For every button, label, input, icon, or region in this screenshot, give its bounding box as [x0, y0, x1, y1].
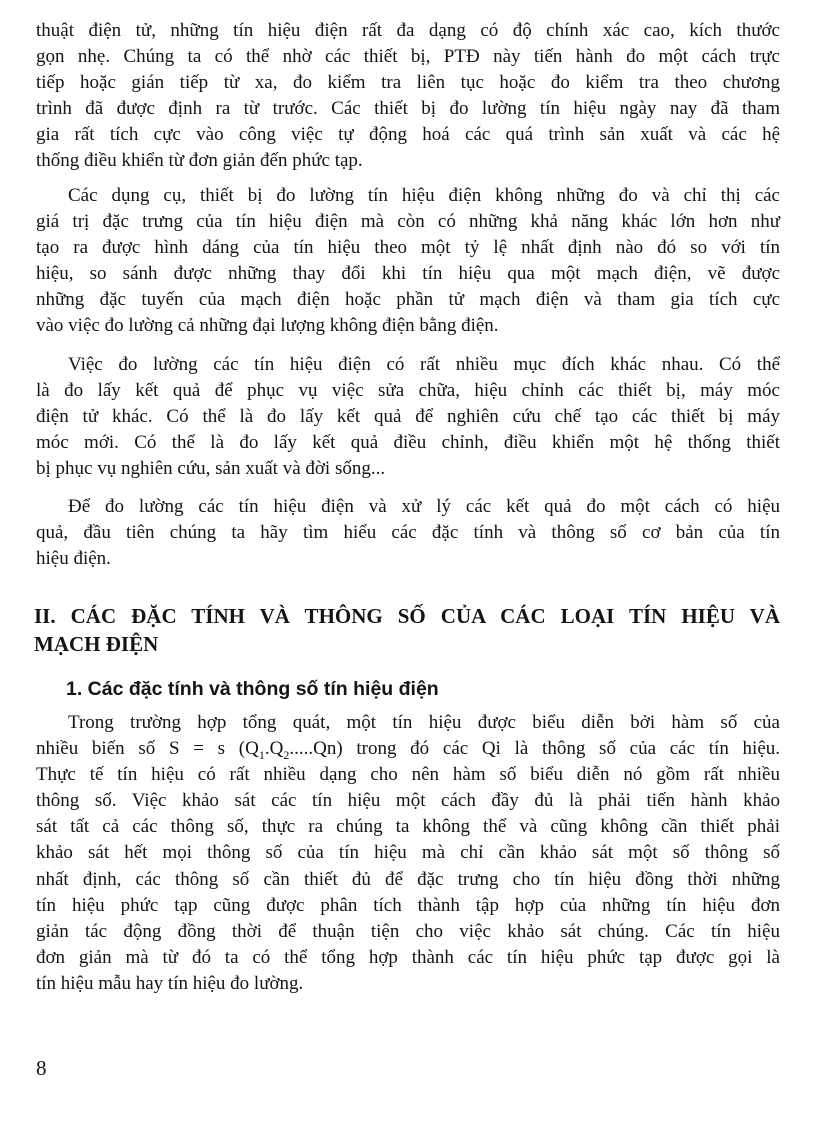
text-line: khảo sát hết mọi thông số của tín hiệu mà chỉ cần khảo sát một số thông số — [36, 842, 780, 864]
text-line: thuật điện tử, những tín hiệu điện rất đa dạng có độ chính xác cao, kích thước — [36, 20, 780, 41]
text-line: gia rất tích cực vào công việc tự động hoá các quá trình sản xuất và các hệ — [36, 124, 780, 146]
paragraph-measurement-purposes — [36, 352, 780, 482]
text-line: hiệu, so sánh được những thay đổi khi tín hiệu qua một mạch điện, vẽ được — [36, 263, 780, 285]
text-line: quả, đầu tiên chúng ta hãy tìm hiểu các đặc tính và thông số cơ bản của tín — [36, 522, 780, 544]
section-heading-line: MẠCH ĐIỆN — [34, 632, 159, 656]
text-line: Các dụng cụ, thiết bị đo lường tín hiệu điện không những đo và chỉ thị các — [68, 185, 780, 206]
paragraph-introduction-to-section — [36, 494, 780, 572]
text-line: đơn giản mà từ đó ta có thể tổng hợp thành các tín hiệu phức tạp được gọi là — [36, 946, 780, 968]
subscript: 2 — [283, 747, 290, 762]
text-line: vào việc đo lường cả những đại lượng không điện bằng điện. — [36, 315, 499, 337]
text-line: nhất định, các thông số cần thiết đủ để đặc trưng cho tín hiệu đồng thời những — [36, 868, 780, 890]
text-line: giá trị đặc trưng của tín hiệu điện mà còn có những khả năng khác lớn hơn như — [36, 211, 780, 233]
text-line: Trong trường hợp tổng quát, một tín hiệu được biểu diễn bởi hàm số của — [68, 712, 780, 733]
text-line: thống điều khiển từ đơn giản đến phức tạp. — [36, 150, 363, 172]
formula-text: .....Qn) trong đó các Qi là thông số của các tín hiệu. — [289, 738, 781, 760]
text-line: gọn nhẹ. Chúng ta có thể nhờ các thiết bị, PTĐ này tiến hành đo một cách trực — [36, 46, 780, 68]
subscript: 1 — [258, 747, 265, 762]
formula-text: nhiều biến số S = s (Q — [36, 738, 259, 760]
text-line: Việc đo lường các tín hiệu điện có rất nhiều mục đích khác nhau. Có thể — [68, 354, 780, 375]
text-line: móc mới. Có thể là đo lấy kết quả điều chỉnh, điều khiển một hệ thống thiết — [36, 432, 780, 454]
text-line: điện tử khác. Có thể là đo lấy kết quả để nghiên cứu chế tạo các thiết bị máy — [36, 406, 780, 428]
text-line: tạo ra được hình dáng của tín hiệu theo một tỷ lệ nhất định nào đó so với tín — [36, 237, 780, 259]
page-number: 8 — [36, 1056, 47, 1080]
text-line: trình đã được định ra từ trước. Các thiết bị đo lường tín hiệu ngày nay đã tham — [36, 98, 780, 120]
text-line: hiệu điện. — [36, 548, 111, 570]
text-line: thông số. Việc khảo sát các tín hiệu một cách đầy đủ là phải tiến hành khảo — [36, 790, 780, 812]
section-heading — [34, 602, 780, 658]
formula-text: .Q — [264, 738, 284, 760]
subsection-heading: 1. Các đặc tính và thông số tín hiệu điện — [66, 678, 439, 700]
text-line-with-formula — [36, 736, 780, 762]
text-line: giản tác động đồng thời để thuận tiện cho việc khảo sát chúng. Các tín hiệu — [36, 920, 780, 942]
paragraph-signal-parameters — [36, 710, 780, 997]
text-line: những đặc tuyến của mạch điện hoặc phần tử mạch điện và tham gia tích cực — [36, 289, 780, 311]
text-line: Thực tế tín hiệu có rất nhiều dạng cho nên hàm số biểu diễn nó gồm rất nhiều — [36, 764, 780, 786]
text-line: tín hiệu mẫu hay tín hiệu đo lường. — [36, 972, 304, 994]
text-line: bị phục vụ nghiên cứu, sản xuất và đời sống... — [36, 458, 386, 480]
paragraph-measuring-instruments — [36, 183, 780, 340]
paragraph-intro-continuation — [36, 18, 780, 175]
text-line: tiếp hoặc gián tiếp từ xa, đo kiểm tra liên tục hoặc đo kiểm tra theo chương — [36, 72, 780, 94]
text-line: tín hiệu phức tạp cũng được phân tích thành tập hợp của những tín hiệu đơn — [36, 894, 780, 916]
text-line: là đo lấy kết quả để phục vụ việc sửa chữa, hiệu chỉnh các thiết bị, máy móc — [36, 380, 780, 402]
section-heading-line: II. CÁC ĐẶC TÍNH VÀ THÔNG SỐ CỦA CÁC LOẠI TÍN HIỆU VÀ — [34, 604, 780, 628]
text-line: sát tất cả các thông số, thực ra chúng ta không thể và cũng không cần thiết phải — [36, 816, 780, 838]
text-line: Để đo lường các tín hiệu điện và xử lý các kết quả đo một cách có hiệu — [68, 496, 780, 517]
